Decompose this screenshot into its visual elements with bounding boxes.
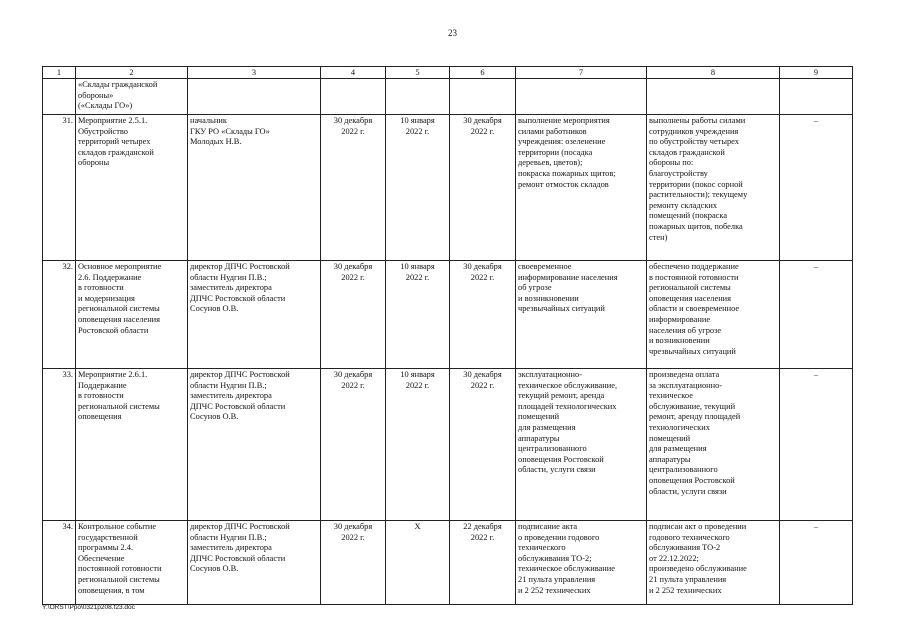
planned-end-date-cell: 30 декабря 2022 г. bbox=[321, 521, 386, 605]
table-cell bbox=[516, 79, 647, 115]
actual-start-date-cell: 10 января 2022 г. bbox=[386, 369, 450, 521]
row-number-cell: 34. bbox=[43, 521, 76, 605]
reasons-cell: – bbox=[780, 521, 853, 605]
file-path-footer: Y:\ORST\Ppo\0321p208.f23.doc bbox=[42, 604, 135, 611]
reasons-cell: – bbox=[780, 115, 853, 261]
reasons-cell: – bbox=[780, 261, 853, 369]
planned-results-cell: подписание акта о проведении годового технического обслуживания ТО-2; техническое обслуживание 21 пульта управления и 2 252 технических bbox=[516, 521, 647, 605]
actual-start-date-cell: Х bbox=[386, 521, 450, 605]
table-cell bbox=[43, 79, 76, 115]
planned-results-cell: своевременное информирование населения об угрозе и возникновении чрезвычайных ситуаций bbox=[516, 261, 647, 369]
actual-results-cell: подписан акт о проведении годового технического обслуживания ТО-2 от 22.12.2022; произведено обслуживание 21 пульта управления и 2 252 технических bbox=[647, 521, 780, 605]
table-cell bbox=[188, 79, 321, 115]
responsible-cell: директор ДПЧС Ростовской области Нудгин П.В.; заместитель директора ДПЧС Ростовской области Сосунов О.В. bbox=[188, 521, 321, 605]
event-cell: Контрольное событие государственной программы 2.4. Обеспечение постоянной готовности региональной системы оповещения, в том bbox=[76, 521, 188, 605]
table-cell bbox=[450, 79, 516, 115]
column-number-row bbox=[43, 67, 853, 79]
planned-results-cell: выполнение мероприятия силами работников учреждения: озеленение территории (посадка деревьев, цветов); покраска пожарных щитов; ремонт отмосток складов bbox=[516, 115, 647, 261]
planned-end-date-cell: 30 декабря 2022 г. bbox=[321, 261, 386, 369]
column-number: 2 bbox=[76, 67, 188, 79]
row-number-cell: 32. bbox=[43, 261, 76, 369]
column-number: 5 bbox=[386, 67, 450, 79]
column-number: 7 bbox=[516, 67, 647, 79]
column-number: 9 bbox=[780, 67, 853, 79]
responsible-cell: директор ДПЧС Ростовской области Нудгин П.В.; заместитель директора ДПЧС Ростовской области Сосунов О.В. bbox=[188, 369, 321, 521]
table-row bbox=[43, 261, 853, 369]
table-row bbox=[43, 115, 853, 261]
row-number-cell: 33. bbox=[43, 369, 76, 521]
actual-end-date-cell: 30 декабря 2022 г. bbox=[450, 369, 516, 521]
event-cell: Мероприятие 2.6.1. Поддержание в готовности региональной системы оповещения bbox=[76, 369, 188, 521]
event-cell: Основное мероприятие 2.6. Поддержание в готовности и модернизация региональной системы оповещения населения Ростовской области bbox=[76, 261, 188, 369]
actual-start-date-cell: 10 января 2022 г. bbox=[386, 115, 450, 261]
row-number-cell: 31. bbox=[43, 115, 76, 261]
actual-end-date-cell: 22 декабря 2022 г. bbox=[450, 521, 516, 605]
table-cell bbox=[321, 79, 386, 115]
planned-end-date-cell: 30 декабря 2022 г. bbox=[321, 369, 386, 521]
actual-end-date-cell: 30 декабря 2022 г. bbox=[450, 115, 516, 261]
responsible-cell: начальник ГКУ РО «Склады ГО» Молодых Н.В. bbox=[188, 115, 321, 261]
table-row bbox=[43, 521, 853, 605]
column-number: 4 bbox=[321, 67, 386, 79]
table-cell bbox=[780, 79, 853, 115]
column-number: 3 bbox=[188, 67, 321, 79]
actual-results-cell: произведена оплата за эксплуатационно- техническое обслуживание, текущий ремонт, аренду площадей технологических помещений для размещения аппаратуры централизованного оповещения Ростовской области, услуги связи bbox=[647, 369, 780, 521]
reasons-cell: – bbox=[780, 369, 853, 521]
report-table bbox=[42, 66, 853, 605]
column-number: 1 bbox=[43, 67, 76, 79]
actual-results-cell: выполнены работы силами сотрудников учреждения по обустройству четырех складов гражданской обороны по: благоустройству территории (покос сорной растительности); текущему ремонту складских помещений (покраска пожарных щитов, побелка стен) bbox=[647, 115, 780, 261]
table-cell bbox=[647, 79, 780, 115]
actual-start-date-cell: 10 января 2022 г. bbox=[386, 261, 450, 369]
event-cell: Мероприятие 2.5.1. Обустройство территорий четырех складов гражданской обороны bbox=[76, 115, 188, 261]
actual-results-cell: обеспечено поддержание в постоянной готовности региональной системы оповещения населения области и своевременное информирование населения об угрозе и возникновении чрезвычайных ситуаций bbox=[647, 261, 780, 369]
actual-end-date-cell: 30 декабря 2022 г. bbox=[450, 261, 516, 369]
column-number: 8 bbox=[647, 67, 780, 79]
event-cell: «Склады гражданской обороны» («Склады ГО») bbox=[76, 79, 188, 115]
table-cell bbox=[386, 79, 450, 115]
responsible-cell: директор ДПЧС Ростовской области Нудгин П.В.; заместитель директора ДПЧС Ростовской области Сосунов О.В. bbox=[188, 261, 321, 369]
planned-end-date-cell: 30 декабря 2022 г. bbox=[321, 115, 386, 261]
page-number: 23 bbox=[448, 28, 457, 38]
column-number: 6 bbox=[450, 67, 516, 79]
table-row bbox=[43, 369, 853, 521]
planned-results-cell: эксплуатационно- техническое обслуживание, текущий ремонт, аренда площадей технологических помещений для размещения аппаратуры централизованного оповещения Ростовской области, услуги связи bbox=[516, 369, 647, 521]
continuation-row bbox=[43, 79, 853, 115]
